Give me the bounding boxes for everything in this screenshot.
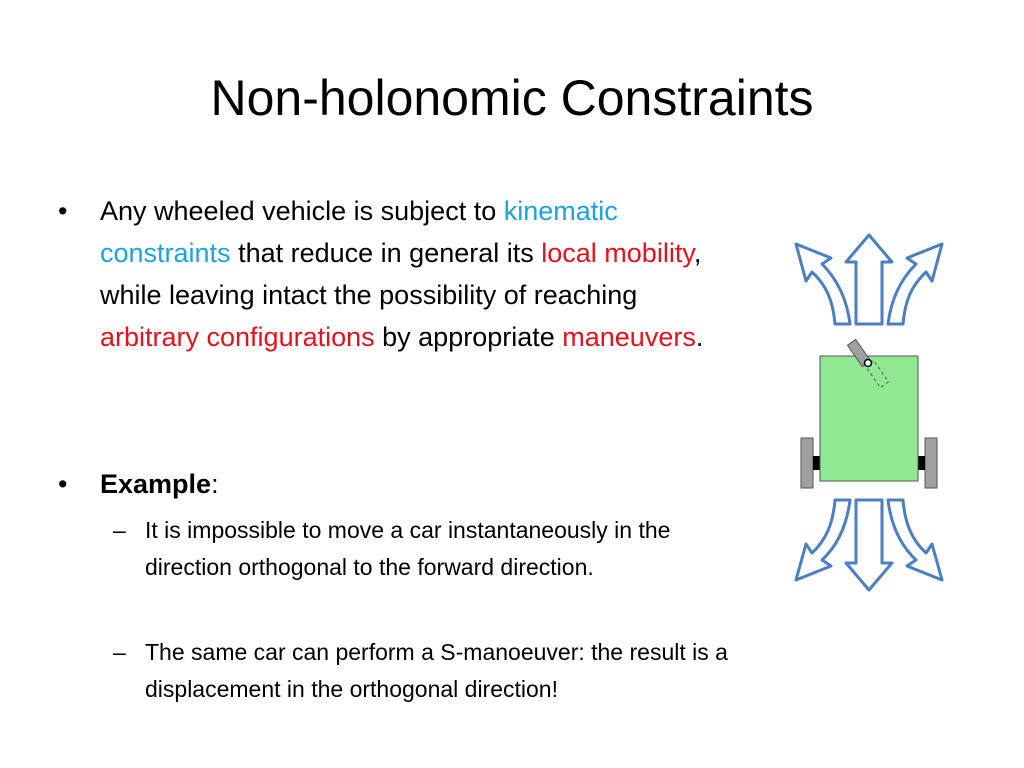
curved-arrow-right-up-icon [888,244,942,324]
example-label: Example [100,469,212,499]
highlight-constraints: constraints [100,238,231,268]
car-body-icon [801,356,937,488]
curved-arrow-right-down-icon [888,500,942,580]
highlight-kinematic: kinematic [503,196,618,226]
sub-bullet-marker: – [113,517,126,543]
sub-bullet-s-manoeuver [113,634,755,708]
highlight-arbitrary-configurations: arbitrary configurations [100,322,375,352]
sub-bullet-impossible [113,512,755,586]
slide-title: Non-holonomic Constraints [210,70,814,126]
bullet-text: that reduce in general its [230,238,542,268]
highlight-local: local [541,238,597,268]
bullet-marker: • [58,469,68,499]
bullet-text: , while leaving intact the possibility of reaching [100,238,702,310]
arrow-down-icon [846,500,892,590]
bullet-text: Any wheeled vehicle is subject to [100,196,504,226]
highlight-mobility: mobility [604,238,694,268]
highlight-maneuvers: maneuvers [562,322,696,352]
car-mobility-figure [780,225,960,595]
bullet-kinematic-constraints [58,190,740,358]
arrow-up-icon [846,235,892,324]
example-colon: : [211,469,219,499]
curved-arrow-left-up-icon [796,244,850,324]
bullet-marker: • [58,196,68,226]
bullet-example [58,463,740,505]
curved-arrow-left-down-icon [796,500,850,580]
bullet-text: . [695,322,704,352]
bullet-text: by appropriate [374,322,563,352]
sub-bullet-text: It is impossible to move a car instantaneously in the direction orthogonal to the forward direction. [145,517,671,580]
sub-bullet-marker: – [113,639,126,665]
sub-bullet-text: The same car can perform a S-manoeuver: the result is a displacement in the orthogonal direction! [145,639,728,702]
